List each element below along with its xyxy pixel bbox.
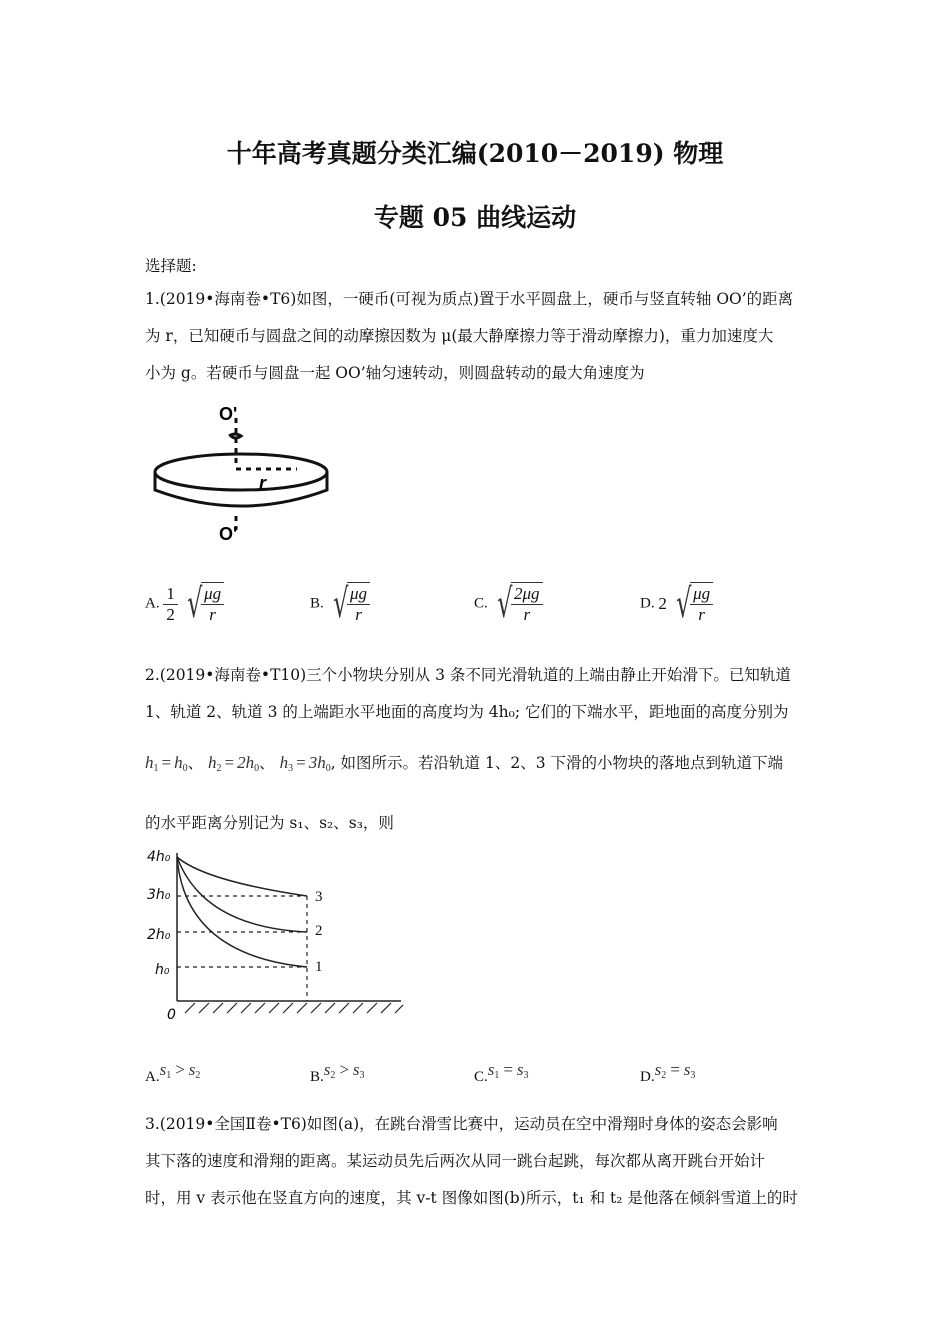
q2-option-d-label: D. — [640, 1069, 655, 1085]
q2-h1: $h_1$ — [145, 753, 159, 774]
q1-option-d[interactable] — [640, 582, 713, 626]
q3-line-3: 时，用 v 表示他在竖直方向的速度，其 v-t 图像如图(b)所示，t₁ 和 t₂ 是他落在倾斜雪道上的时 — [145, 1189, 798, 1207]
q1-option-a-sqrt: √ $\frac{\mu g}{r}$ — [182, 582, 225, 626]
q1-option-d-coef: 2 — [658, 594, 667, 613]
q1-option-b-sqrt: √ $\frac{\mu g}{r}$ — [328, 582, 371, 626]
q1-axis-bottom-label: O' — [219, 524, 238, 544]
q1-option-b-label: B. — [310, 595, 324, 612]
q2-option-d[interactable]: $D.s_2 = s_3$ — [640, 1060, 696, 1085]
q2-h3: $h_3$ — [279, 753, 294, 774]
q2-heights-line: $h_1 = h_0$、 $h_2 = 2h_0$、 $h_3 = 3h_0$, 如图所示。若沿轨道 1、2、3 下滑的小物块的落地点到轨道下端 — [145, 753, 783, 774]
q1-option-a[interactable] — [145, 582, 224, 626]
q2-track-1 — [177, 857, 307, 967]
q2-h1-value: $h_0$ — [174, 753, 188, 774]
document-subtitle: 专题 05 曲线运动 — [373, 203, 577, 232]
q1-line-1: 1.(2019•海南卷•T6)如图，一硬币(可视为质点)置于水平圆盘上，硬币与竖直转轴 OO’的距离 — [145, 290, 794, 308]
q2-line-1: 2.(2019•海南卷•T10)三个小物块分别从 3 条不同光滑轨道的上端由静止开始滑下。已知轨道 — [145, 666, 791, 684]
q2-ytick-3h0: 3h₀ — [147, 887, 171, 903]
q2-h2: $h_2$ — [208, 753, 222, 774]
q1-radius-label: r — [259, 473, 267, 493]
q1-option-c[interactable] — [474, 582, 543, 626]
q3-line-2: 其下落的速度和滑翔的距离。某运动员先后两次从同一跳台起跳，每次都从离开跳台开始计 — [145, 1152, 766, 1170]
q1-option-d-label: D. — [640, 595, 655, 612]
q1-option-c-sqrt: √ $\frac{2\mu g}{r}$ — [492, 582, 543, 626]
q2-origin-label: 0 — [167, 1007, 176, 1023]
q1-line-2: 为 r，已知硬币与圆盘之间的动摩擦因数为 μ(最大静摩擦力等于滑动摩擦力)，重力加速度大 — [145, 327, 774, 345]
q1-option-c-label: C. — [474, 595, 488, 612]
q2-tracks-figure — [145, 843, 410, 1025]
document-title: 十年高考真题分类汇编(2010－2019) 物理 — [226, 139, 724, 168]
q2-option-c[interactable]: $C.s_1 = s_3$ — [474, 1060, 529, 1085]
q1-option-a-coef: $\frac{1}{2}$ — [163, 584, 178, 625]
q2-h3-value: $3h_0$ — [308, 753, 331, 774]
q1-axis-top-label: O' — [219, 404, 238, 424]
q2-track-label-3: 3 — [315, 889, 323, 905]
q1-line-3: 小为 g。若硬币与圆盘一起 OO’轴匀速转动，则圆盘转动的最大角速度为 — [145, 364, 645, 382]
q2-option-b[interactable]: $B.s_2 > s_3$ — [310, 1060, 365, 1085]
q3-line-1: 3.(2019•全国Ⅱ卷•T6)如图(a)，在跳台滑雪比赛中，运动员在空中滑翔时身体的姿态会影响 — [145, 1115, 778, 1133]
q2-option-c-label: C. — [474, 1069, 488, 1085]
q2-option-b-label: B. — [310, 1069, 324, 1085]
q2-ytick-2h0: 2h₀ — [147, 927, 171, 943]
q2-option-a-label: A. — [145, 1069, 160, 1085]
q1-disc-figure — [145, 398, 345, 548]
q1-option-d-sqrt: √ $\frac{\mu g}{r}$ — [671, 582, 714, 626]
q1-option-b[interactable] — [310, 582, 370, 626]
q2-option-a[interactable]: $A.s_1 > s_2$ — [145, 1060, 201, 1085]
q2-heights-tail: , 如图所示。若沿轨道 1、2、3 下滑的小物块的落地点到轨道下端 — [330, 754, 783, 772]
q2-h2-value: $2h_0$ — [237, 753, 260, 774]
q2-track-label-1: 1 — [315, 959, 323, 975]
q2-ytick-h0: h₀ — [155, 962, 170, 978]
q2-line-4: 的水平距离分别记为 s₁、s₂、s₃，则 — [145, 814, 394, 832]
q2-ytick-4h0: 4h₀ — [147, 849, 171, 865]
q1-option-a-label: A. — [145, 595, 160, 612]
section-heading: 选择题: — [145, 257, 197, 275]
q2-track-label-2: 2 — [315, 923, 323, 939]
q2-line-2: 1、轨道 2、轨道 3 的上端距水平地面的高度均为 4h₀; 它们的下端水平，距地面的高度分别为 — [145, 703, 789, 721]
